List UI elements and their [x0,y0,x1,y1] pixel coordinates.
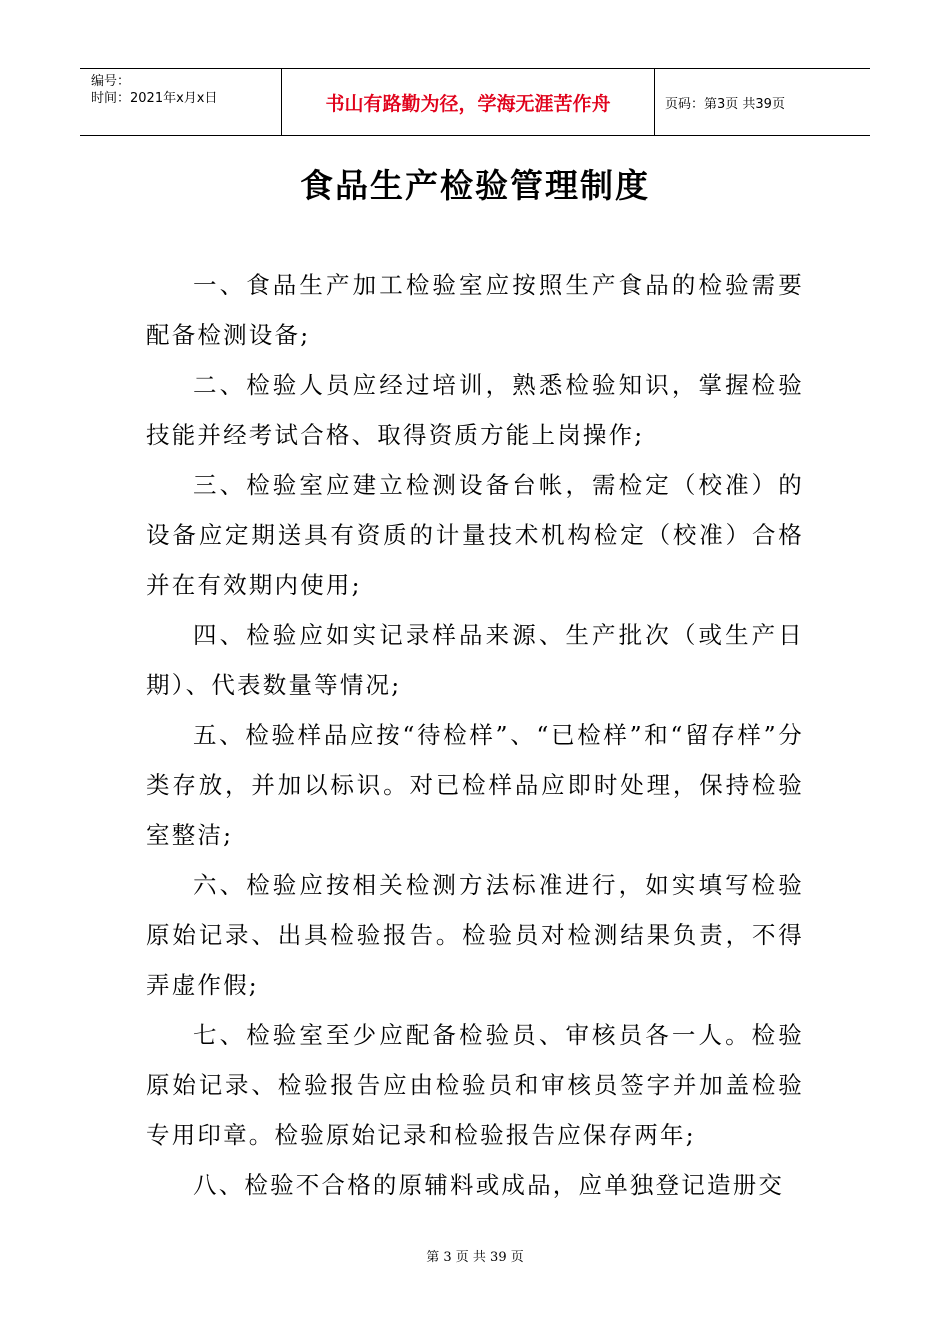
paragraph: 七、检验室至少应配备检验员、审核员各一人。检验原始记录、检验报告应由检验员和审核员签字并加盖检验专用印章。检验原始记录和检验报告应保存两年; [146,1021,804,1149]
header-meta-cell [80,69,282,135]
paragraph: 一、食品生产加工检验室应按照生产食品的检验需要配备检测设备; [146,271,804,349]
page-header [80,68,870,136]
paragraph: 三、检验室应建立检测设备台帐，需检定（校准）的设备应定期送具有资质的计量技术机构检定（校准）合格并在有效期内使用; [146,471,804,599]
paragraph: 八、检验不合格的原辅料或成品，应单独登记造册交 [193,1171,785,1199]
page-footer: 第 3 页 共 39 页 [426,1250,524,1265]
header-page-info: 页码：第3页 共39页 [665,96,785,112]
paragraph: 二、检验人员应经过培训，熟悉检验知识，掌握检验技能并经考试合格、取得资质方能上岗操作; [146,371,804,449]
document-time-label: 时间：2021年x月x日 [91,91,218,106]
paragraph: 六、检验应按相关检测方法标准进行，如实填写检验原始记录、出具检验报告。检验员对检测结果负责，不得弄虚作假; [146,871,804,999]
paragraph: 五、检验样品应按“待检样”、“已检样”和“留存样”分类存放，并加以标识。对已检样品应即时处理，保持检验室整洁; [146,721,804,849]
paragraph: 四、检验应如实记录样品来源、生产批次（或生产日期）、代表数量等情况; [146,621,804,699]
document-number-label: 编号： [91,74,131,89]
document-body [146,260,804,1210]
header-motto: 书山有路勤为径，学海无涯苦作舟 [282,69,655,135]
document-title: 食品生产检验管理制度 [300,166,650,205]
